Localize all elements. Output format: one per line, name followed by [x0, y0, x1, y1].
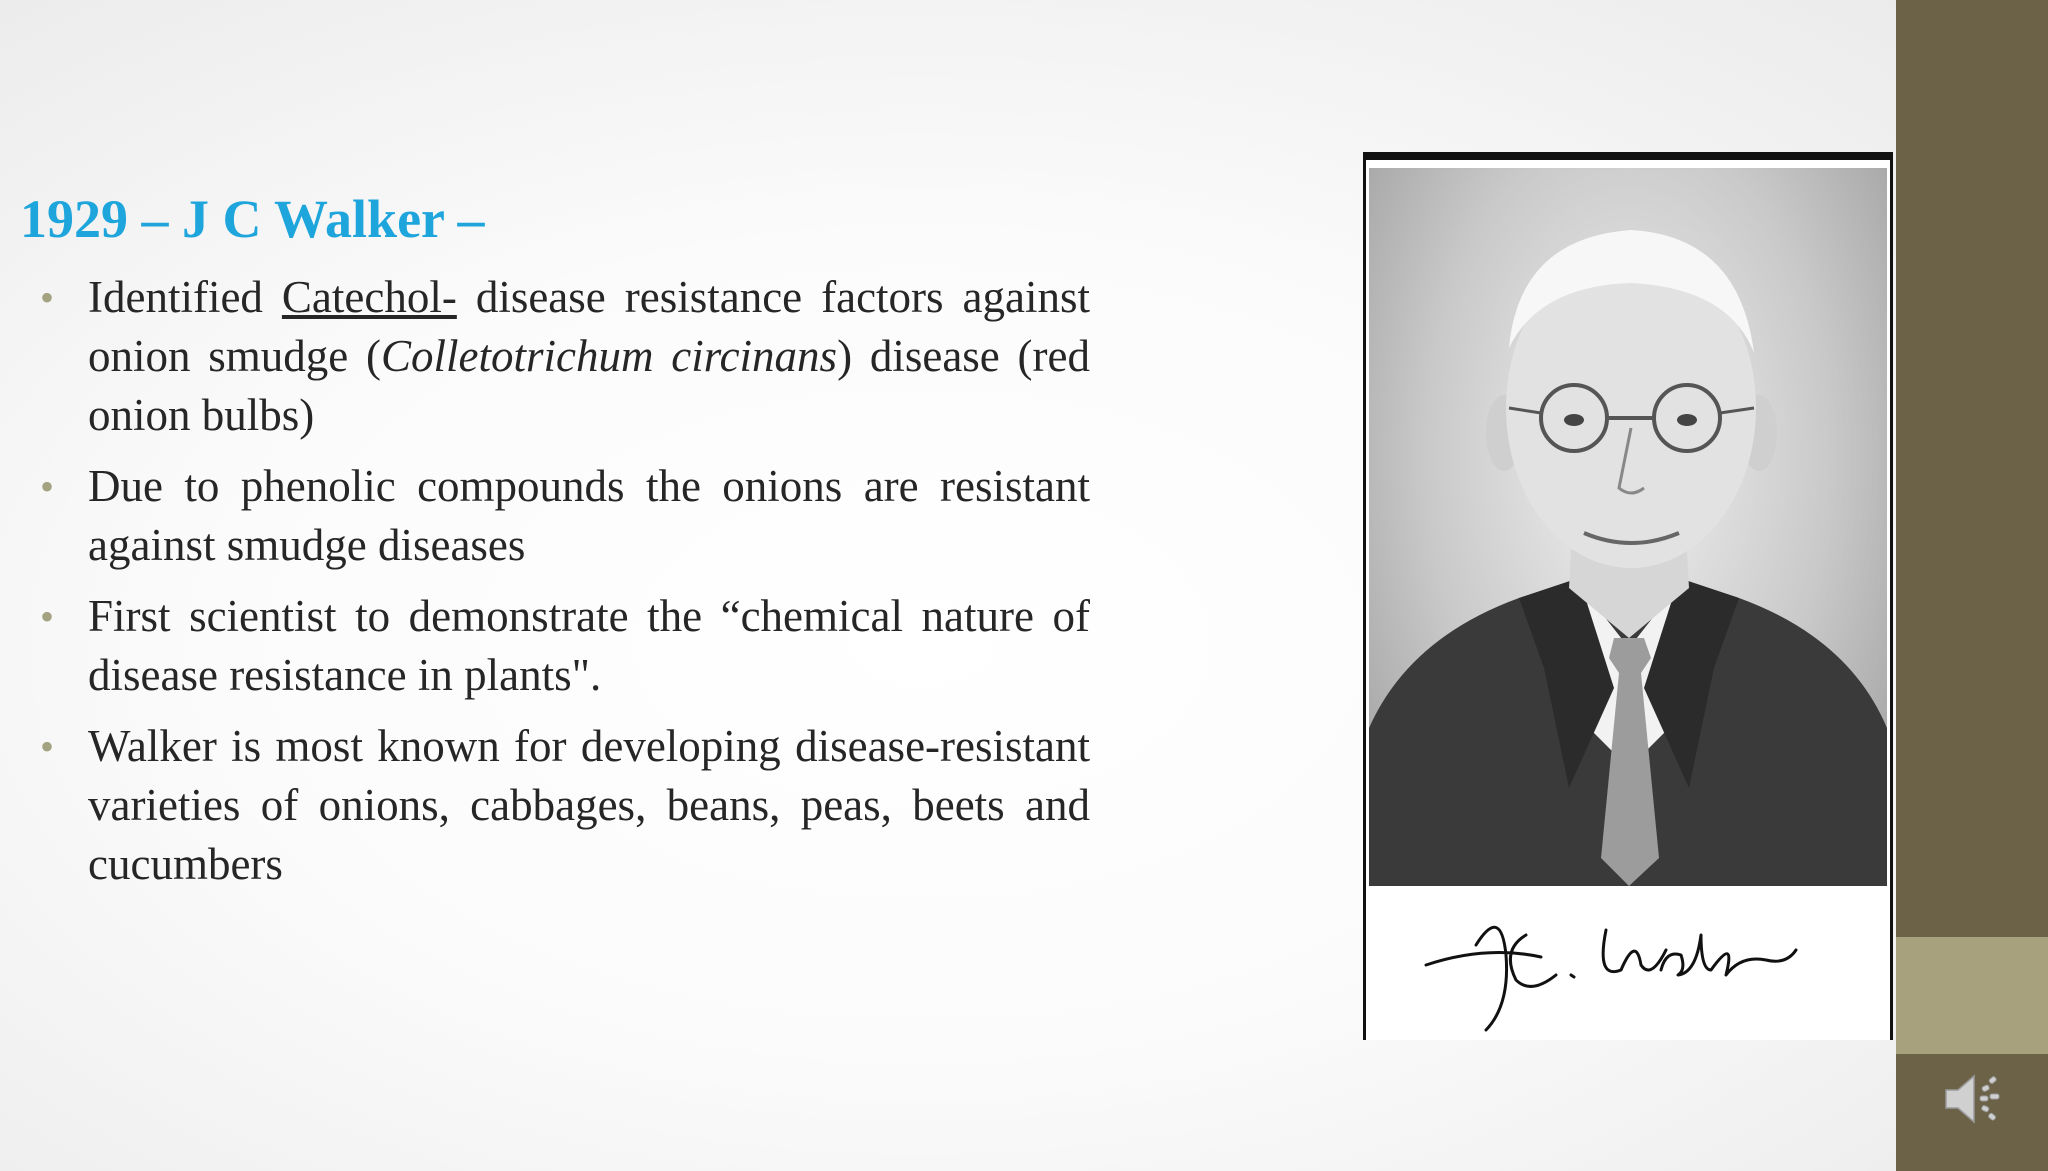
- speaker-icon[interactable]: [1942, 1068, 2004, 1130]
- side-accent-block: [1896, 937, 2048, 1054]
- bullet-item: [40, 268, 1090, 445]
- bullet-text: Identified: [88, 272, 282, 322]
- bullet-marker: •: [40, 594, 55, 639]
- bullet-text: Catechol-: [281, 272, 457, 322]
- bullet-item: [40, 717, 1090, 894]
- signature-image: [1406, 895, 1846, 1035]
- portrait-photo: [1369, 168, 1887, 886]
- bullet-list: [40, 268, 1090, 906]
- bullet-text: ) disease (red onion bulbs): [88, 331, 1090, 440]
- bullet-marker: •: [40, 724, 55, 769]
- bullet-item: [40, 457, 1090, 575]
- bullet-marker: •: [40, 275, 55, 320]
- portrait-illustration: [1369, 168, 1887, 886]
- bullet-text: Walker is most known for developing disease-resistant varieties of onions, cabbages, beans, peas, beets and cucumbers: [88, 721, 1090, 889]
- bullet-marker: •: [40, 464, 55, 509]
- bullet-text: Due to phenolic compounds the onions are resistant against smudge diseases: [88, 461, 1090, 570]
- bullet-text: disease resistance factors against onion smudge (: [88, 272, 1090, 381]
- slide-title: 1929 – J C Walker –: [20, 189, 485, 249]
- bullet-item: [40, 587, 1090, 705]
- portrait-frame: [1363, 152, 1893, 1040]
- bullet-text: First scientist to demonstrate the “chemical nature of disease resistance in plants".: [88, 591, 1090, 700]
- bullet-text: Colletotrichum circinans: [381, 331, 838, 381]
- side-bar: [1896, 0, 2048, 937]
